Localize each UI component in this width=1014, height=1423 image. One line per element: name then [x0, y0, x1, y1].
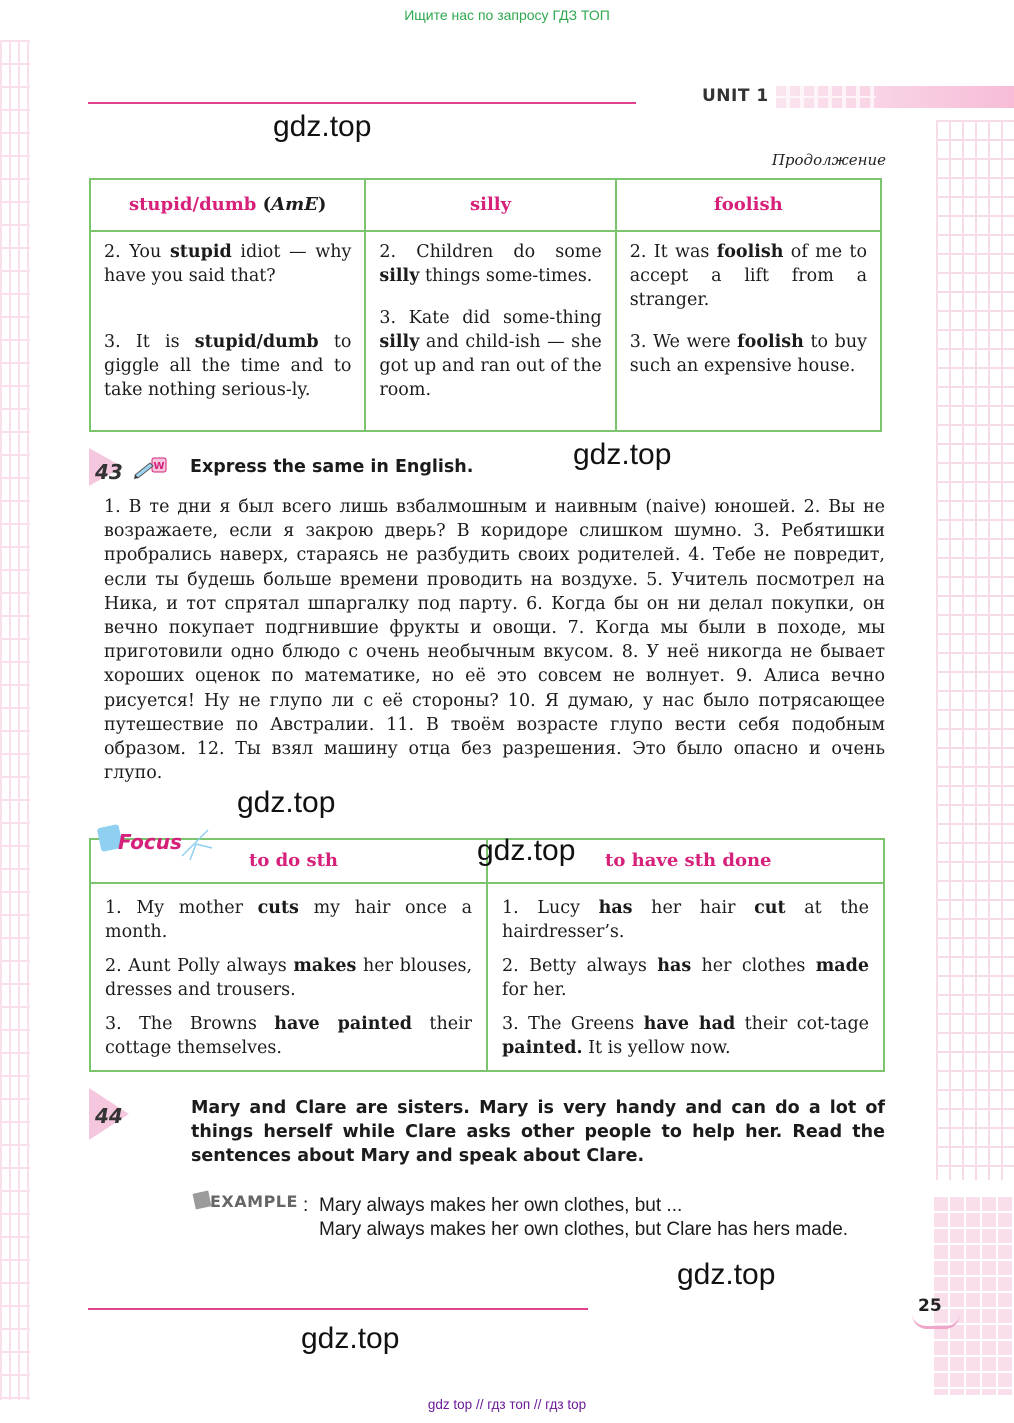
sparkle-icon	[178, 826, 214, 866]
svg-text:W: W	[153, 461, 165, 472]
watermark: gdz.top	[677, 1258, 776, 1291]
header-to-have-sth-done: to have sth done	[487, 839, 884, 883]
focus-sentence: 3. The Greens have had their cot-tage painted. It is yellow now.	[502, 1014, 869, 1058]
right-margin-pattern	[936, 120, 1014, 1180]
header-foolish: foolish	[616, 179, 881, 231]
continuation-label: Продолжение	[771, 151, 886, 169]
corner-grid-decoration	[932, 1195, 1014, 1395]
vocab-table	[89, 178, 882, 432]
example-logo: EXAMPLE	[210, 1192, 298, 1211]
exercise-43-instruction: Express the same in English.	[190, 457, 474, 477]
example-prompt: Mary always makes her own clothes, but ...	[319, 1195, 683, 1216]
to-do-examples	[90, 883, 487, 1071]
writing-icon	[132, 455, 168, 485]
to-have-done-examples	[487, 883, 884, 1071]
focus-sentence: 1. Lucy has her hair cut at the hairdresser’s.	[502, 898, 869, 942]
left-margin-pattern	[0, 40, 30, 1400]
example-colon: :	[303, 1195, 309, 1216]
top-banner[interactable]: Ищите нас по запросу ГДЗ ТОП	[404, 7, 610, 23]
col-silly-examples	[365, 231, 615, 431]
exercise-44-number: 44	[95, 1104, 123, 1128]
example-badge-icon	[192, 1190, 212, 1216]
example-answer: Mary always makes her own clothes, but Clare has hers made.	[319, 1219, 849, 1240]
focus-sentence: 1. My mother cuts my hair once a month.	[105, 898, 473, 942]
header-stupid-dumb: stupid/dumb (AmE)	[90, 179, 365, 231]
page-number-swoosh	[912, 1314, 960, 1329]
header-rule	[88, 102, 636, 104]
watermark: gdz.top	[237, 786, 336, 819]
footer-rule	[88, 1308, 588, 1310]
col-stupid-examples	[90, 231, 365, 431]
example-sentence: 2. Children do some silly things some-times.	[379, 242, 602, 286]
exercise-43-text: 1. В те дни я был всего лишь взбалмошным и наивным (naive) юношей. 2. Вы не возражаете, если я закрою дверь? В коридоре слишком шумно. 3. Ребятишки пробрались наверх, стараясь не разбудить своих родителей. 4. Тебе не повредит, если ты будешь больше времени проводить на воздухе. 5. Учитель посмотрел на Ника, и тот спрятал шпаргалку под парту. 6. Когда бы он ни делал покупки, он вечно покупает подгнившие фрукты и овощи. 7. Когда мы были в походе, мы приготовили одно блюдо с очень необычным вкусом. 8. У неё никогда не бывает хороших оценок по математике, но её это совсем не волнует. 9. Алиса вечно рисуется! Ну не глупо ли с её стороны? 10. Я думаю, у нас было потрясающее путешествие по Австралии. 11. В твоём возрасте глупо вести себя подобным образом. 12. Ты взял машину отца без разрешения. Это было опасно и очень глупо.	[104, 497, 885, 784]
watermark: gdz.top	[301, 1322, 400, 1355]
col-foolish-examples	[616, 231, 881, 431]
exercise-44-instruction: Mary and Clare are sisters. Mary is very handy and can do a lot of things herself while Clare asks other people to help her. Read the sentences about Mary and speak about Clare.	[191, 1098, 885, 1166]
example-sentence: 3. It is stupid/dumb to giggle all the time and to take nothing serious-ly.	[104, 332, 352, 400]
watermark: gdz.top	[573, 438, 672, 471]
header-silly: silly	[365, 179, 615, 231]
focus-sentence: 2. Betty always has her clothes made for her.	[502, 956, 869, 1000]
focus-logo: Focus	[118, 830, 182, 854]
page-number: 25	[918, 1296, 942, 1316]
watermark: gdz.top	[273, 110, 372, 143]
unit-strip	[776, 86, 1014, 108]
example-sentence: 2. You stupid idiot — why have you said that?	[104, 242, 352, 286]
header-to-do-sth: to do sth	[90, 839, 487, 883]
footer-links[interactable]: gdz top // гдз топ // гдз top	[427, 1397, 587, 1412]
exercise-43-number: 43	[95, 460, 123, 484]
example-sentence: 3. We were foolish to buy such an expensive house.	[629, 332, 867, 376]
example-sentence: 3. Kate did some-thing silly and child-ish — she got up and ran out of the room.	[379, 308, 602, 400]
focus-sentence: 2. Aunt Polly always makes her blouses, dresses and trousers.	[105, 956, 473, 1000]
watermark: gdz.top	[477, 834, 576, 867]
focus-table	[89, 838, 885, 1072]
focus-sentence: 3. The Browns have painted their cottage themselves.	[105, 1014, 473, 1058]
example-sentence: 2. It was foolish of me to accept a lift from a stranger.	[629, 242, 867, 310]
unit-label: UNIT 1	[702, 86, 769, 106]
